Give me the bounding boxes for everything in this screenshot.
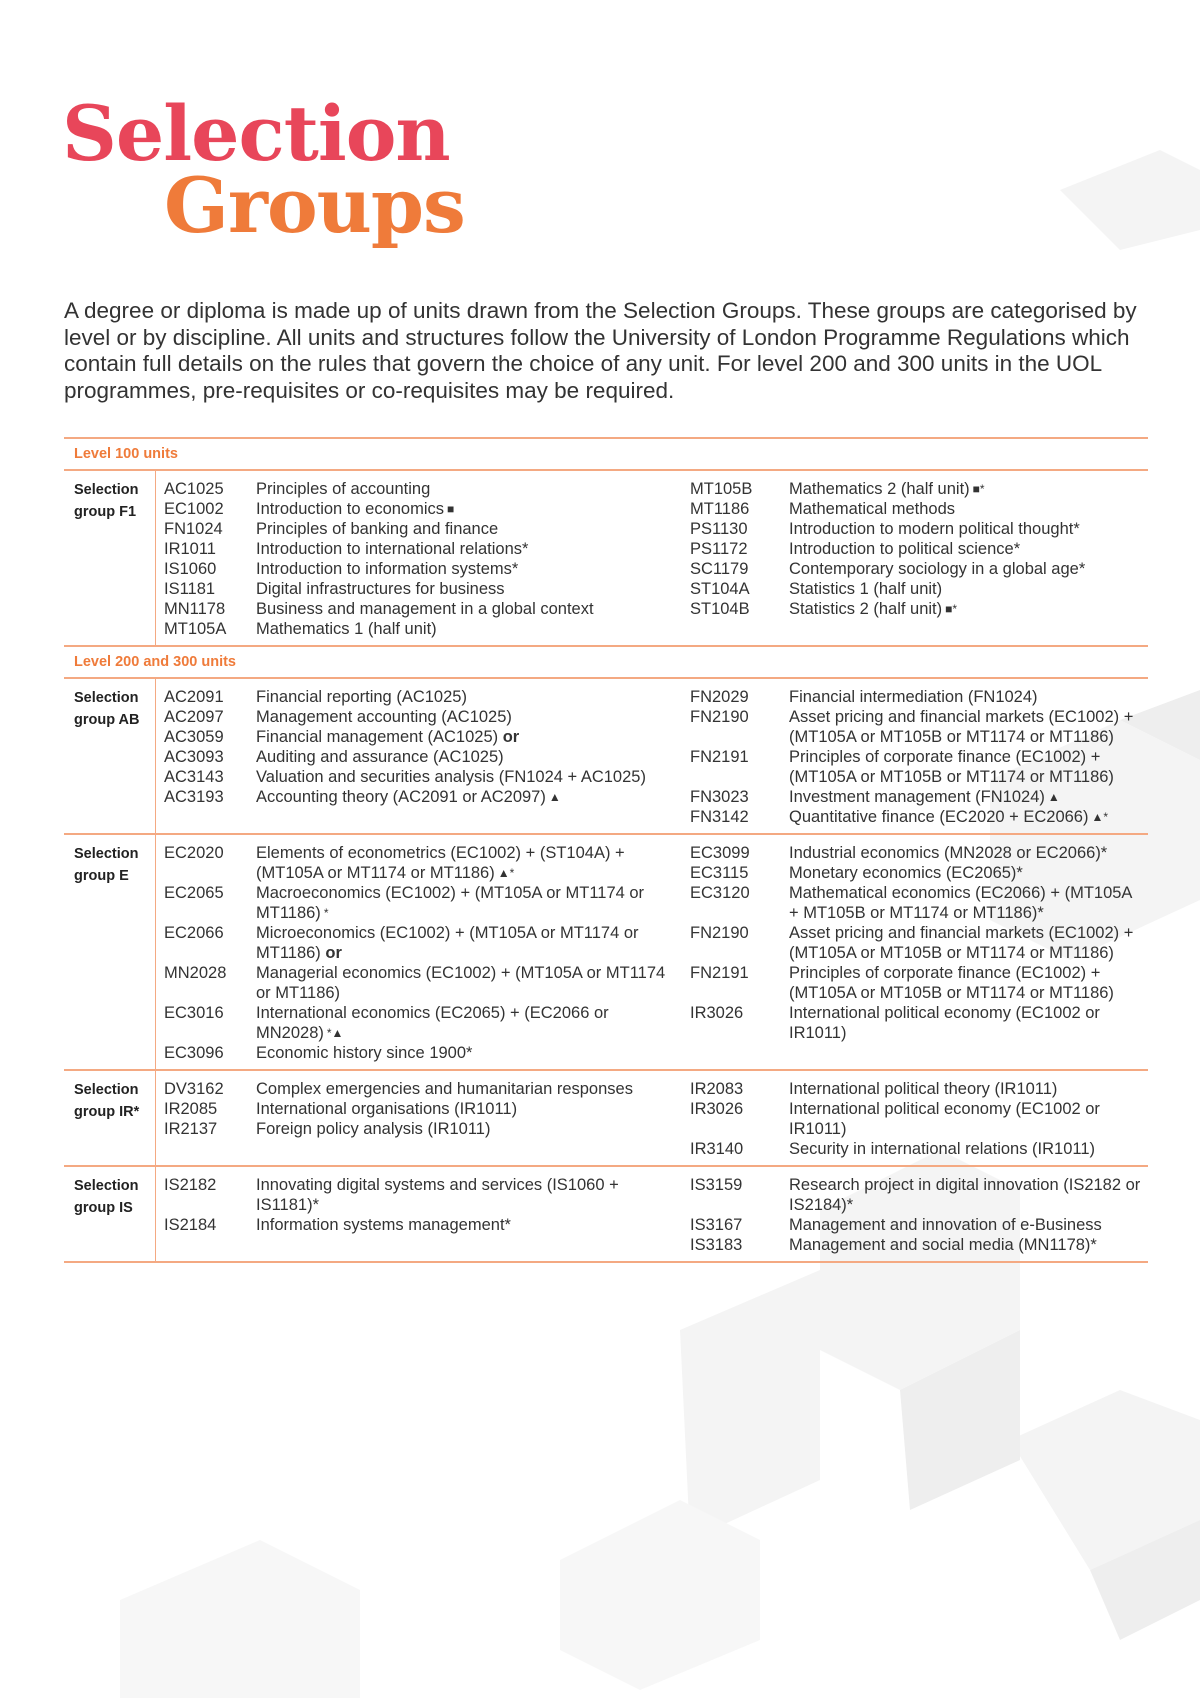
unit-title: Principles of corporate finance (EC1002) + (MT105A or MT105B or MT1174 or MT1186) [789, 748, 1114, 786]
unit-title: Financial intermediation (FN1024) [789, 688, 1038, 706]
unit-name [256, 1079, 690, 1099]
unit-name [789, 843, 1148, 863]
units-column-left [164, 479, 690, 639]
unit-name [256, 619, 690, 639]
units-column-right [690, 479, 1148, 639]
group-label: Selection group F1 [64, 471, 156, 645]
unit-code: FN2191 [690, 964, 749, 982]
units-column-left [164, 687, 690, 827]
group-units [156, 1071, 1148, 1165]
units-column-right [690, 687, 1148, 827]
intro-paragraph: A degree or diploma is made up of units drawn from the Selection Groups. These groups are categorised by level or by discipline. All units and structures follow the University of London Programme Regulations which contain full details on the rules that govern the choice of any unit. For level 200 and 300 units in the UOL programmes, pre-requisites or co-requisites may be required. [64, 298, 1137, 403]
unit-code: IR3026 [690, 1100, 744, 1118]
unit-name [789, 1235, 1148, 1255]
unit-name [256, 1043, 690, 1063]
unit-name [789, 707, 1148, 747]
unit-row [164, 619, 690, 639]
unit-code: AC2097 [164, 708, 224, 726]
unit-code: EC3096 [164, 1044, 224, 1062]
unit-name [789, 499, 1148, 519]
unit-name [256, 923, 690, 963]
unit-title: Asset pricing and financial markets (EC1002) + (MT105A or MT105B or MT1174 or MT1186) [789, 924, 1134, 962]
unit-code: MN1178 [164, 600, 226, 618]
unit-name [256, 1003, 690, 1043]
unit-code: IR2137 [164, 1120, 218, 1138]
unit-code: FN1024 [164, 520, 223, 538]
unit-name [789, 747, 1148, 787]
unit-name [256, 559, 690, 579]
unit-name [256, 767, 690, 787]
group-units [156, 1167, 1148, 1261]
group-units [156, 679, 1148, 833]
unit-code: ST104B [690, 600, 750, 618]
unit-code: EC3016 [164, 1004, 224, 1022]
title-line-2: Groups [164, 161, 465, 250]
unit-title: Principles of accounting [256, 480, 431, 498]
unit-row [164, 1079, 690, 1099]
unit-code: AC3193 [164, 788, 224, 806]
unit-code: EC2065 [164, 884, 224, 902]
group-label: Selection group IS [64, 1167, 156, 1261]
unit-title: Statistics 1 (half unit) [789, 580, 943, 598]
unit-code: IR3026 [690, 1004, 744, 1022]
unit-name [256, 883, 690, 923]
unit-title: Auditing and assurance (AC1025) [256, 748, 504, 766]
units-column-right [690, 843, 1148, 1063]
unit-row [164, 843, 690, 883]
unit-code: IS2184 [164, 1216, 217, 1234]
unit-name [256, 519, 690, 539]
unit-row [690, 883, 1148, 923]
unit-symbol: ■* [972, 482, 985, 496]
unit-title: Macroeconomics (EC1002) + (MT105A or MT1174 or MT1186) [256, 884, 645, 922]
unit-title: Economic history since 1900* [256, 1044, 473, 1062]
unit-name [789, 1139, 1148, 1159]
unit-title: Principles of banking and finance [256, 520, 499, 538]
unit-row [690, 559, 1148, 579]
unit-title: Mathematics 2 (half unit) [789, 480, 970, 498]
unit-symbol: *▲ [326, 1026, 344, 1040]
unit-row [164, 499, 690, 519]
group-label: Selection group IR* [64, 1071, 156, 1165]
unit-title: Introduction to political science* [789, 540, 1021, 558]
group-row [64, 469, 1148, 645]
unit-symbol: ▲* [497, 866, 515, 880]
unit-row [164, 1099, 690, 1119]
unit-row [164, 687, 690, 707]
unit-code: PS1130 [690, 520, 748, 538]
group-units [156, 835, 1148, 1069]
unit-row [690, 747, 1148, 787]
unit-row [690, 1235, 1148, 1255]
unit-title: Managerial economics (EC1002) + (MT105A or MT1174 or MT1186) [256, 964, 666, 1002]
unit-code: AC3059 [164, 728, 224, 746]
unit-title: Information systems management* [256, 1216, 511, 1234]
unit-row [690, 707, 1148, 747]
unit-code: IS1060 [164, 560, 217, 578]
unit-code: PS1172 [690, 540, 748, 558]
unit-title: Innovating digital systems and services (IS1060 + IS1181)* [256, 1176, 619, 1214]
unit-row [690, 479, 1148, 499]
unit-code: IS1181 [164, 580, 216, 598]
unit-row [690, 579, 1148, 599]
unit-name [256, 843, 690, 883]
unit-name [256, 1119, 690, 1139]
units-column-left [164, 843, 690, 1063]
unit-row [690, 1139, 1148, 1159]
unit-code: EC3115 [690, 864, 749, 882]
unit-name [256, 707, 690, 727]
group-label: Selection group AB [64, 679, 156, 833]
unit-code: FN3023 [690, 788, 749, 806]
unit-name [789, 863, 1148, 883]
unit-title: Introduction to information systems* [256, 560, 519, 578]
unit-row [164, 599, 690, 619]
unit-code: AC3093 [164, 748, 224, 766]
unit-row [164, 963, 690, 1003]
unit-row [164, 787, 690, 807]
unit-title: Financial management (AC1025) [256, 728, 499, 746]
unit-row [690, 1175, 1148, 1215]
unit-code: EC3120 [690, 884, 750, 902]
unit-row [164, 707, 690, 727]
unit-title: Research project in digital innovation (IS2182 or IS2184)* [789, 1176, 1141, 1214]
unit-title: Foreign policy analysis (IR1011) [256, 1120, 491, 1138]
unit-title: Management and social media (MN1178)* [789, 1236, 1097, 1254]
unit-title: Microeconomics (EC1002) + (MT105A or MT1174 or MT1186) [256, 924, 639, 962]
unit-name [789, 687, 1148, 707]
unit-name [789, 883, 1148, 923]
unit-title: Financial reporting (AC1025) [256, 688, 467, 706]
unit-row [164, 1175, 690, 1215]
unit-title: Complex emergencies and humanitarian responses [256, 1080, 633, 1098]
unit-name [256, 787, 690, 807]
unit-code: FN2190 [690, 708, 749, 726]
group-units [156, 471, 1148, 645]
units-column-right [690, 1079, 1148, 1159]
unit-title: Statistics 2 (half unit) [789, 600, 943, 618]
unit-name [256, 963, 690, 1003]
unit-title: Digital infrastructures for business [256, 580, 505, 598]
unit-code: IR3140 [690, 1140, 744, 1158]
unit-row [690, 499, 1148, 519]
unit-symbol: ▲* [1091, 810, 1109, 824]
unit-name [789, 1215, 1148, 1235]
unit-title: Mathematics 1 (half unit) [256, 620, 437, 638]
unit-code: IS2182 [164, 1176, 217, 1194]
unit-row [164, 1119, 690, 1139]
table-end-rule [64, 1261, 1148, 1263]
selection-groups-table [64, 437, 1148, 1263]
unit-name [789, 963, 1148, 1003]
unit-name [789, 559, 1148, 579]
unit-row [164, 1215, 690, 1235]
unit-title: International political theory (IR1011) [789, 1080, 1058, 1098]
unit-name [256, 1099, 690, 1119]
unit-code: FN3142 [690, 808, 749, 826]
unit-title: Introduction to international relations* [256, 540, 529, 558]
unit-name [256, 579, 690, 599]
unit-title: International political economy (EC1002 or IR1011) [789, 1004, 1100, 1042]
unit-name [789, 1099, 1148, 1139]
group-row [64, 677, 1148, 833]
unit-title: Introduction to modern political thought* [789, 520, 1080, 538]
unit-or-connector: or [498, 728, 520, 746]
unit-row [164, 539, 690, 559]
unit-symbol: ■* [945, 602, 958, 616]
unit-code: EC1002 [164, 500, 224, 518]
unit-title: Mathematical economics (EC2066) + (MT105A + MT105B or MT1174 or MT1186)* [789, 884, 1132, 922]
unit-row [690, 787, 1148, 807]
unit-name [789, 1079, 1148, 1099]
unit-code: EC3099 [690, 844, 750, 862]
unit-code: MT105B [690, 480, 753, 498]
unit-code: FN2190 [690, 924, 749, 942]
unit-name [256, 499, 690, 519]
unit-code: IS3167 [690, 1216, 743, 1234]
unit-title: Valuation and securities analysis (FN1024 + AC1025) [256, 768, 646, 786]
unit-row [164, 479, 690, 499]
unit-name [256, 1215, 690, 1235]
unit-row [690, 519, 1148, 539]
unit-title: International organisations (IR1011) [256, 1100, 518, 1118]
unit-or-connector: or [320, 944, 342, 962]
group-label: Selection group E [64, 835, 156, 1069]
unit-row [164, 1003, 690, 1043]
unit-code: FN2191 [690, 748, 749, 766]
unit-row [690, 539, 1148, 559]
unit-code: EC2020 [164, 844, 224, 862]
unit-code: MT1186 [690, 500, 750, 518]
unit-symbol: ▲ [548, 790, 561, 804]
unit-title: Introduction to economics [256, 500, 445, 518]
unit-name [256, 747, 690, 767]
group-row [64, 1165, 1148, 1261]
unit-title: Management and innovation of e-Business [789, 1216, 1102, 1234]
unit-symbol: ■ [447, 502, 455, 516]
unit-row [164, 579, 690, 599]
unit-name [789, 539, 1148, 559]
unit-title: Monetary economics (EC2065)* [789, 864, 1023, 882]
unit-row [690, 963, 1148, 1003]
unit-name [256, 479, 690, 499]
unit-name [789, 519, 1148, 539]
unit-name [256, 727, 690, 747]
unit-code: IR2083 [690, 1080, 744, 1098]
unit-code: AC1025 [164, 480, 224, 498]
unit-row [690, 863, 1148, 883]
unit-title: Mathematical methods [789, 500, 955, 518]
unit-name [789, 807, 1148, 827]
unit-title: Investment management (FN1024) [789, 788, 1045, 806]
title-line-1: Selection [62, 89, 450, 178]
unit-name [789, 479, 1148, 499]
unit-code: IS3183 [690, 1236, 743, 1254]
units-column-right [690, 1175, 1148, 1255]
page-title [62, 89, 465, 250]
unit-title: Contemporary sociology in a global age* [789, 560, 1086, 578]
unit-code: IS3159 [690, 1176, 743, 1194]
unit-title: Principles of corporate finance (EC1002) + (MT105A or MT105B or MT1174 or MT1186) [789, 964, 1114, 1002]
unit-name [256, 1175, 690, 1215]
unit-title: Industrial economics (MN2028 or EC2066)* [789, 844, 1108, 862]
unit-row [690, 923, 1148, 963]
unit-code: EC2066 [164, 924, 224, 942]
unit-name [789, 923, 1148, 963]
unit-row [164, 923, 690, 963]
unit-name [789, 787, 1148, 807]
unit-title: Elements of econometrics (EC1002) + (ST104A) + (MT105A or MT1174 or MT1186) [256, 844, 625, 882]
unit-row [164, 883, 690, 923]
unit-title: International economics (EC2065) + (EC2066 or MN2028) [256, 1004, 609, 1042]
group-row [64, 1069, 1148, 1165]
unit-row [690, 1079, 1148, 1099]
unit-row [690, 807, 1148, 827]
unit-row [690, 1215, 1148, 1235]
unit-row [164, 767, 690, 787]
unit-code: SC1179 [690, 560, 749, 578]
unit-code: AC3143 [164, 768, 224, 786]
unit-row [690, 599, 1148, 619]
unit-name [256, 539, 690, 559]
unit-code: DV3162 [164, 1080, 224, 1098]
unit-name [256, 599, 690, 619]
unit-code: MN2028 [164, 964, 227, 982]
unit-code: MT105A [164, 620, 227, 638]
unit-name [789, 599, 1148, 619]
unit-row [164, 1043, 690, 1063]
unit-title: Quantitative finance (EC2020 + EC2066) [789, 808, 1089, 826]
unit-row [164, 559, 690, 579]
unit-row [690, 1099, 1148, 1139]
units-column-left [164, 1175, 690, 1255]
unit-title: Business and management in a global context [256, 600, 594, 618]
unit-name [789, 1003, 1148, 1043]
units-column-left [164, 1079, 690, 1159]
unit-row [690, 687, 1148, 707]
unit-symbol: ▲ [1047, 790, 1060, 804]
unit-code: FN2029 [690, 688, 749, 706]
unit-title: International political economy (EC1002 or IR1011) [789, 1100, 1100, 1138]
unit-row [164, 727, 690, 747]
unit-code: AC2091 [164, 688, 224, 706]
unit-title: Accounting theory (AC2091 or AC2097) [256, 788, 546, 806]
unit-row [164, 747, 690, 767]
unit-title: Security in international relations (IR1011) [789, 1140, 1096, 1158]
unit-title: Management accounting (AC1025) [256, 708, 512, 726]
unit-row [690, 843, 1148, 863]
unit-name [256, 687, 690, 707]
unit-name [789, 1175, 1148, 1215]
unit-code: ST104A [690, 580, 750, 598]
unit-title: Asset pricing and financial markets (EC1002) + (MT105A or MT105B or MT1174 or MT1186) [789, 708, 1134, 746]
unit-symbol: * [323, 906, 329, 920]
unit-code: IR2085 [164, 1100, 218, 1118]
level-heading: Level 200 and 300 units [74, 654, 236, 670]
unit-code: IR1011 [164, 540, 216, 558]
level-heading: Level 100 units [74, 446, 178, 462]
unit-row [164, 519, 690, 539]
unit-name [789, 579, 1148, 599]
unit-row [690, 1003, 1148, 1043]
group-row [64, 833, 1148, 1069]
